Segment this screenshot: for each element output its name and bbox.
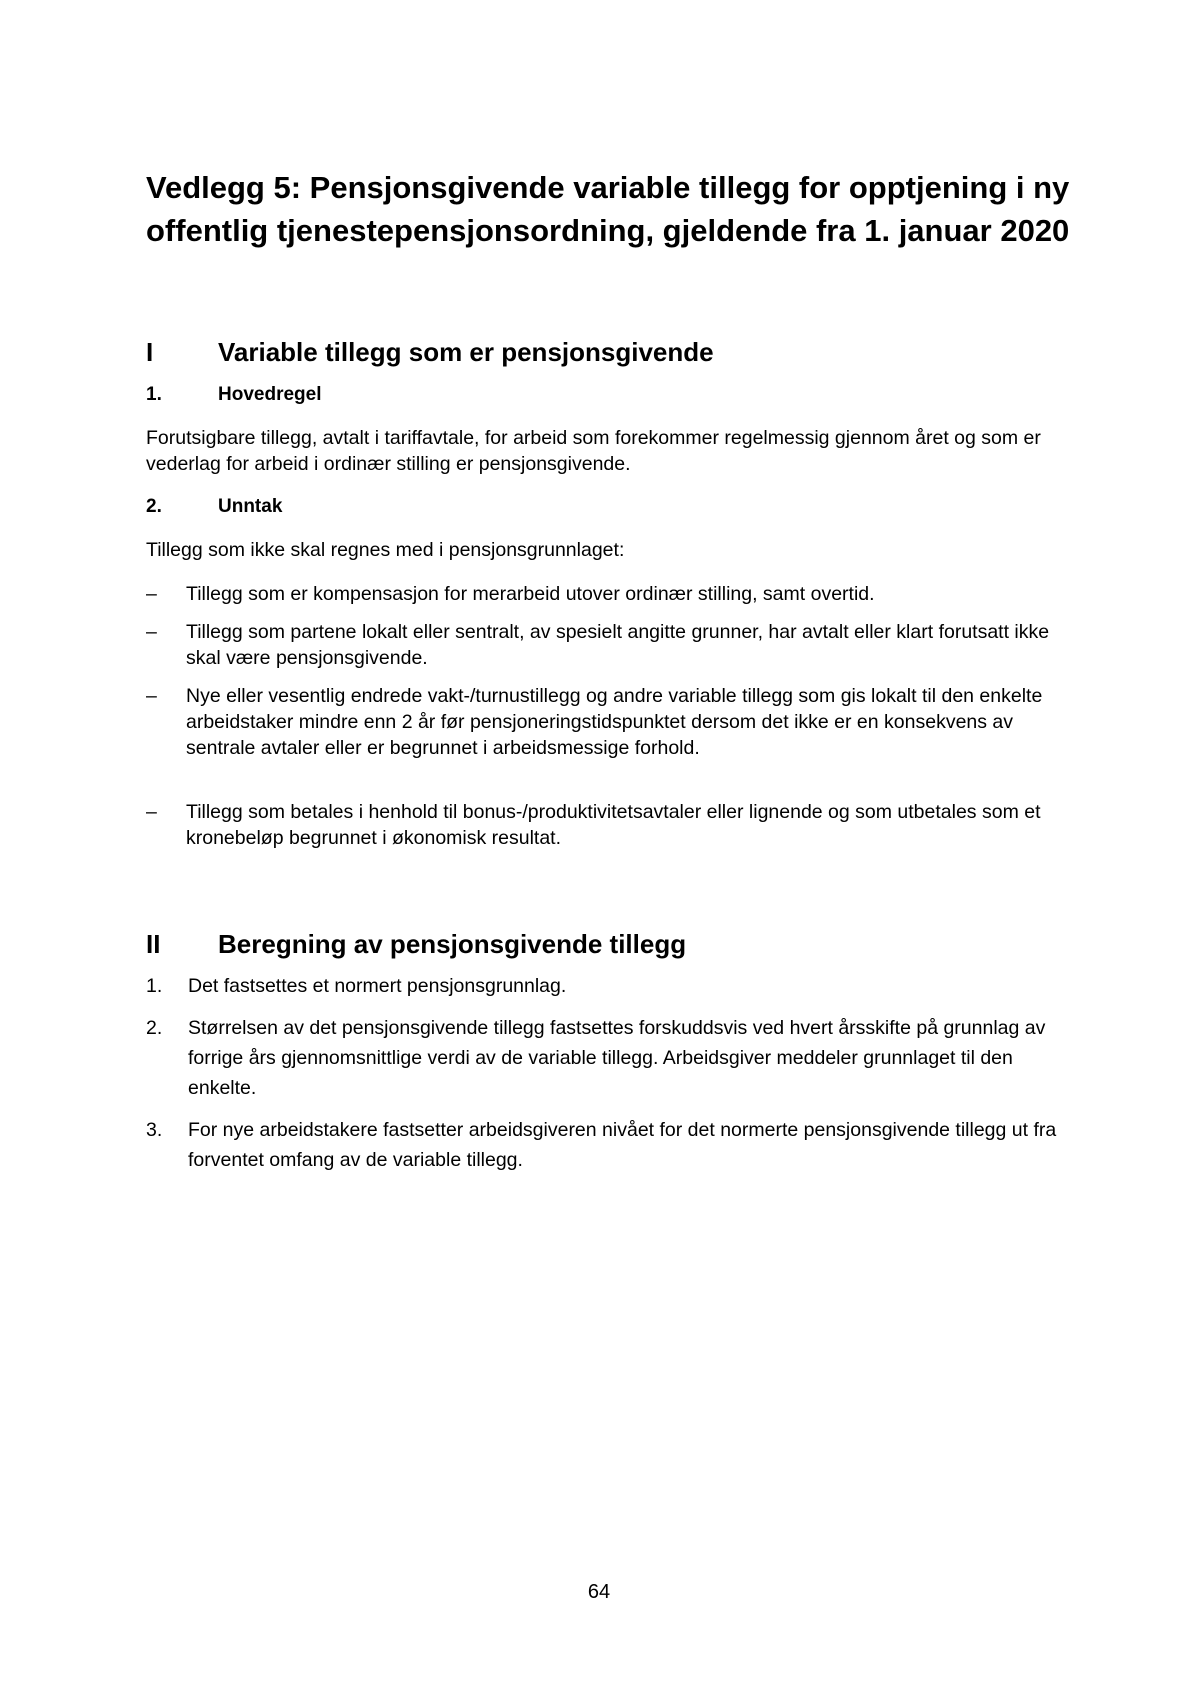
item-number: 1. (146, 975, 163, 997)
exception-item (146, 683, 1076, 761)
page-number: 64 (587, 1581, 611, 1603)
calculation-item (146, 971, 1076, 1001)
exceptions-heading (146, 495, 282, 519)
calculation-item (146, 1013, 1076, 1103)
exception-item-text: Tillegg som betales i henhold til bonus-/produktivitetsavtaler eller lignende og som utbetales som et kronebeløp begrunnet i økonomisk resultat. (186, 801, 1041, 849)
exception-item (146, 619, 1076, 671)
section-2-number: II (146, 929, 161, 959)
document-title: Vedlegg 5: Pensjonsgivende variable tillegg for opptjening i ny offentlig tjenestepensjonsordning, gjeldende fra 1. januar 2020 (146, 170, 1070, 248)
calculation-item-text: For nye arbeidstakere fastsetter arbeidsgiveren nivået for det normerte pensjonsgivende tillegg ut fra forventet omfang av de variable tillegg. (188, 1119, 1057, 1171)
section-2-title: Beregning av pensjonsgivende tillegg (218, 929, 687, 959)
section-1-title: Variable tillegg som er pensjonsgivende (218, 337, 714, 367)
exception-item (146, 581, 1076, 607)
exception-item-text: Nye eller vesentlig endrede vakt-/turnustillegg og andre variable tillegg som gis lokalt til den enkelte arbeidstaker mindre enn 2 år før pensjoneringstidspunktet dersom det ikke er en konsekvens av sentrale avtaler eller er begrunnet i arbeidsmessige forhold. (186, 685, 1043, 759)
exceptions-intro: Tillegg som ikke skal regnes med i pensjonsgrunnlaget: (146, 539, 625, 561)
dash-marker: – (146, 583, 157, 605)
exceptions-number: 2. (146, 496, 162, 517)
main-rule-heading (146, 383, 321, 407)
item-number: 3. (146, 1119, 163, 1141)
dash-marker: – (146, 685, 157, 707)
main-rule-text: Forutsigbare tillegg, avtalt i tariffavtale, for arbeid som forekommer regelmessig gjennom året og som er vederlag for arbeid i ordinær stilling er pensjonsgivende. (146, 427, 1041, 475)
exception-item-text: Tillegg som er kompensasjon for merarbeid utover ordinær stilling, samt overtid. (186, 583, 875, 605)
section-2-heading (146, 928, 686, 960)
section-1-heading (146, 336, 714, 368)
exception-item-text: Tillegg som partene lokalt eller sentralt, av spesielt angitte grunner, har avtalt eller klart forutsatt ikke skal være pensjonsgivende. (186, 621, 1050, 669)
exception-item (146, 799, 1076, 851)
dash-marker: – (146, 621, 157, 643)
main-rule-number: 1. (146, 384, 162, 405)
section-1-number: I (146, 337, 154, 367)
dash-marker: – (146, 801, 157, 823)
main-rule-title: Hovedregel (218, 384, 322, 405)
exceptions-title: Unntak (218, 496, 283, 517)
calculation-item-text: Det fastsettes et normert pensjonsgrunnlag. (188, 975, 567, 997)
calculation-item-text: Størrelsen av det pensjonsgivende tillegg fastsettes forskuddsvis ved hvert årsskifte på grunnlag av forrige års gjennomsnittlige verdi av de variable tillegg. Arbeidsgiver meddeler grunnlaget til den enkelte. (188, 1017, 1046, 1099)
item-number: 2. (146, 1017, 163, 1039)
calculation-item (146, 1115, 1076, 1175)
